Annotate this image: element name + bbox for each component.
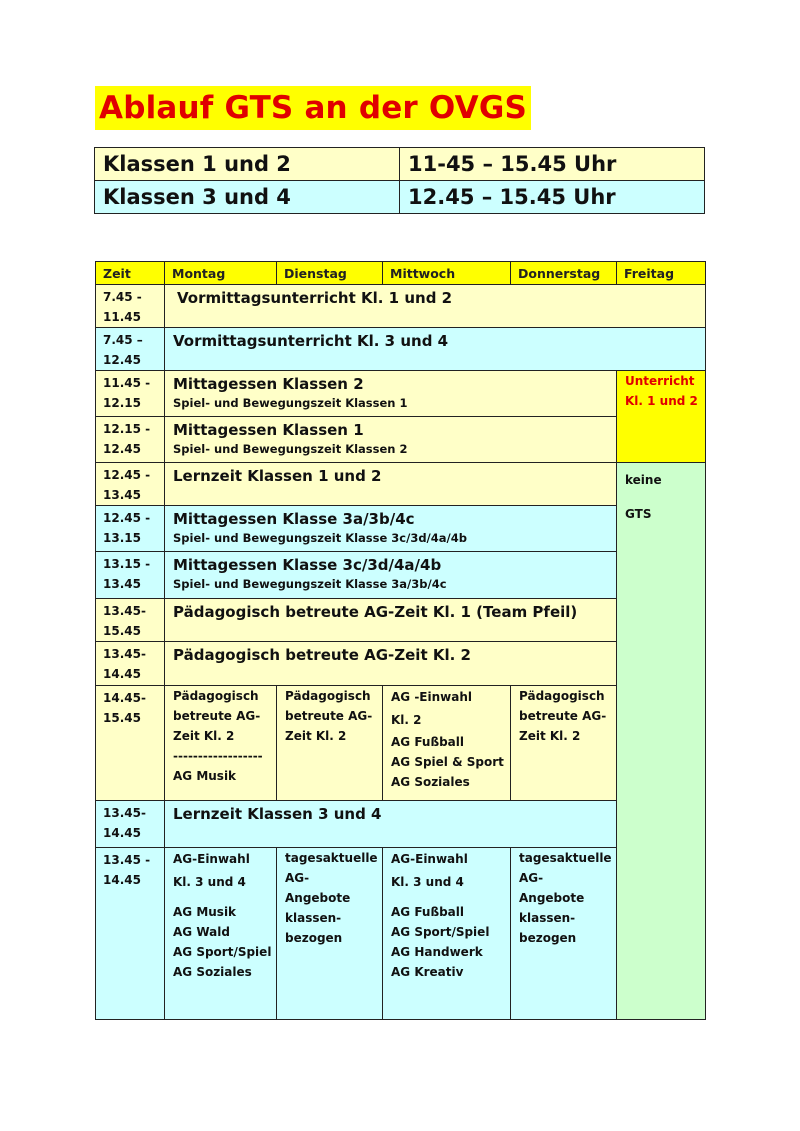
header-row: [96, 262, 706, 285]
time-cell: 13.45- 15.45: [96, 599, 165, 642]
schedule-row: [96, 848, 706, 1020]
tuesday-ag-cell: Pädagogisch betreute AG- Zeit Kl. 2: [277, 686, 383, 801]
tuesday-ag-cell: tagesaktuelle AG- Angebote klassen- bezogen: [277, 848, 383, 1020]
time-cell: 12.45 - 13.45: [96, 463, 165, 506]
activity-cell: Mittagessen Klasse 3a/3b/4c Spiel- und Bewegungszeit Klasse 3c/3d/4a/4b: [165, 506, 617, 552]
time-cell: 13.45- 14.45: [96, 801, 165, 848]
summary-table: [94, 147, 705, 214]
activity-cell: Lernzeit Klassen 1 und 2: [165, 463, 617, 506]
schedule-row: [96, 328, 706, 371]
time-cell: 13.45 - 14.45: [96, 848, 165, 1020]
schedule-row: [96, 463, 706, 506]
summary-label: Klassen 3 und 4: [95, 181, 400, 214]
activity-cell: Mittagessen Klassen 1 Spiel- und Bewegungszeit Klassen 2: [165, 417, 617, 463]
time-cell: 7.45 - 11.45: [96, 285, 165, 328]
schedule-row: [96, 506, 706, 552]
time-cell: 12.15 - 12.45: [96, 417, 165, 463]
header-zeit: Zeit: [96, 262, 165, 285]
time-cell: 7.45 – 12.45: [96, 328, 165, 371]
time-cell: 13.45- 14.45: [96, 642, 165, 686]
summary-label: Klassen 1 und 2: [95, 148, 400, 181]
activity-cell: Pädagogisch betreute AG-Zeit Kl. 2: [165, 642, 617, 686]
wednesday-ag-cell: AG-Einwahl Kl. 3 und 4 AG Fußball AG Sport/Spiel AG Handwerk AG Kreativ: [383, 848, 511, 1020]
header-dienstag: Dienstag: [277, 262, 383, 285]
activity-cell: Vormittagsunterricht Kl. 1 und 2: [165, 285, 706, 328]
time-cell: 12.45 - 13.15: [96, 506, 165, 552]
friday-keine-gts-cell: keine GTS: [617, 463, 706, 1020]
activity-cell: Mittagessen Klasse 3c/3d/4a/4b Spiel- und Bewegungszeit Klasse 3a/3b/4c: [165, 552, 617, 599]
time-cell: 11.45 - 12.15: [96, 371, 165, 417]
schedule-row: [96, 552, 706, 599]
header-montag: Montag: [165, 262, 277, 285]
wednesday-ag-cell: AG -Einwahl Kl. 2 AG Fußball AG Spiel & Sport AG Soziales: [383, 686, 511, 801]
activity-cell: Pädagogisch betreute AG-Zeit Kl. 1 (Team Pfeil): [165, 599, 617, 642]
activity-cell: Mittagessen Klassen 2 Spiel- und Bewegungszeit Klassen 1: [165, 371, 617, 417]
header-donnerstag: Donnerstag: [511, 262, 617, 285]
monday-ag-cell: Pädagogisch betreute AG- Zeit Kl. 2 ------------------ AG Musik: [165, 686, 277, 801]
thursday-ag-cell: tagesaktuelle AG- Angebote klassen- bezogen: [511, 848, 617, 1020]
schedule-row: [96, 371, 706, 417]
schedule-row: [96, 801, 706, 848]
friday-unterricht-cell: Unterricht Kl. 1 und 2: [617, 371, 706, 463]
summary-time: 12.45 – 15.45 Uhr: [400, 181, 705, 214]
activity-cell: Vormittagsunterricht Kl. 3 und 4: [165, 328, 706, 371]
schedule-row: [96, 285, 706, 328]
schedule-row: [96, 642, 706, 686]
summary-time: 11-45 – 15.45 Uhr: [400, 148, 705, 181]
time-cell: 13.15 - 13.45: [96, 552, 165, 599]
header-mittwoch: Mittwoch: [383, 262, 511, 285]
schedule-table: [95, 261, 706, 1020]
page-title: Ablauf GTS an der OVGS: [95, 86, 531, 130]
schedule-row: [96, 686, 706, 801]
schedule-row: [96, 599, 706, 642]
schedule-row: [96, 417, 706, 463]
header-freitag: Freitag: [617, 262, 706, 285]
thursday-ag-cell: Pädagogisch betreute AG- Zeit Kl. 2: [511, 686, 617, 801]
activity-cell: Lernzeit Klassen 3 und 4: [165, 801, 617, 848]
time-cell: 14.45- 15.45: [96, 686, 165, 801]
summary-row: [95, 148, 705, 181]
monday-ag-cell: AG-Einwahl Kl. 3 und 4 AG Musik AG Wald AG Sport/Spiel AG Soziales: [165, 848, 277, 1020]
summary-row: [95, 181, 705, 214]
